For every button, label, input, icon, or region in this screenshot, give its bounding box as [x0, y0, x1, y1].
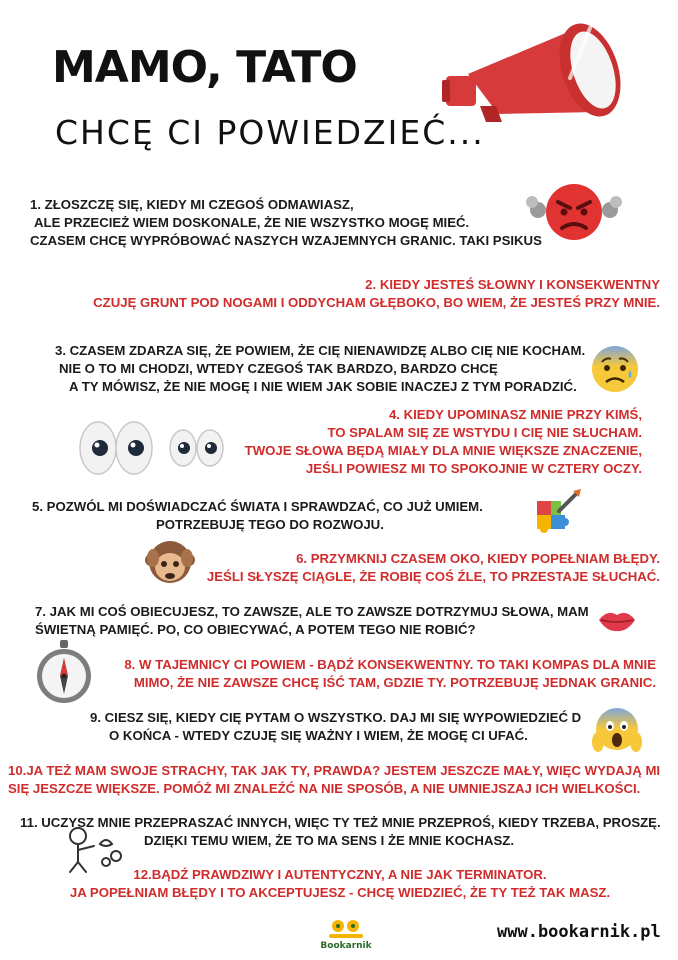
item-10 [8, 762, 660, 798]
item-4 [245, 406, 642, 478]
item-4-line-1: 4. KIEDY UPOMINASZ MNIE PRZY KIMŚ, [388, 407, 642, 422]
item-1-line-1: 1. ZŁOSZCZĘ SIĘ, KIEDY MI CZEGOŚ ODMAWIASZ, [30, 197, 354, 212]
megaphone-icon [440, 10, 640, 120]
item-6-line-2: JEŚLI SŁYSZĘ CIĄGLE, ŻE ROBIĘ COŚ ŹLE, TO PRZESTAJE SŁUCHAĆ. [206, 569, 660, 584]
page-subtitle: CHCĘ CI POWIEDZIEĆ... [55, 113, 485, 152]
footer-url: www.bookarnik.pl [497, 922, 661, 942]
screaming-face-icon [592, 706, 642, 756]
item-1 [30, 196, 542, 250]
item-5-line-1: 5. POZWÓL MI DOŚWIADCZAĆ ŚWIATA I SPRAWDZAĆ, CO JUŻ UMIEM. [32, 499, 483, 514]
item-9-line-1: 9. CIESZ SIĘ, KIEDY CIĘ PYTAM O WSZYSTKO. DAJ MI SIĘ WYPOWIEDZIEĆ D [90, 710, 582, 725]
item-1-line-3: CZASEM CHCĘ WYPRÓBOWAĆ NASZYCH WZAJEMNYCH GRANIC. TAKI PSIKUS [30, 233, 542, 248]
see-no-evil-monkey-icon [147, 534, 193, 588]
logo-text: Bookarnik [320, 941, 372, 951]
item-12 [60, 866, 620, 902]
item-2-line-2: CZUJĘ GRUNT POD NOGAMI I ODDYCHAM GŁĘBOKO, BO WIEM, ŻE JESTEŚ PRZY MNIE. [93, 295, 660, 310]
item-4-line-2: TO SPALAM SIĘ ZE WSTYDU I CIĘ NIE SŁUCHAM. [327, 425, 642, 440]
eyes-icon [76, 416, 226, 480]
item-5 [32, 498, 483, 534]
bookarnik-logo [320, 918, 372, 954]
item-7-line-2: ŚWIETNĄ PAMIĘĆ. PO, CO OBIECYWAĆ, A POTEM TEGO NIE ROBIĆ? [35, 622, 476, 637]
item-9 [90, 709, 581, 745]
item-2-line-1: 2. KIEDY JESTEŚ SŁOWNY I KONSEKWENTNY [365, 277, 660, 292]
item-6-line-1: 6. PRZYMKNIJ CZASEM OKO, KIEDY POPEŁNIAM BŁĘDY. [296, 551, 660, 566]
item-9-line-2: O KOŃCA - WTEDY CZUJĘ SIĘ WAŻNY I WIEM, ŻE MOGĘ CI UFAĆ. [109, 728, 528, 743]
lips-icon [597, 607, 637, 633]
anxious-face-icon [590, 344, 640, 394]
compass-icon [34, 640, 94, 706]
item-10-line-1: 10.JA TEŻ MAM SWOJE STRACHY, TAK JAK TY, PRAWDA? JESTEM JESZCZE MAŁY, WIĘC WYDAJĄ MI [8, 763, 661, 778]
item-10-line-2: SIĘ JESZCZE WIĘKSZE. POMÓŻ MI ZNALEŹĆ NA NIE SPOSÓB, A NIE UMNIEJSZAJ ICH WIELKOŚCI. [8, 781, 641, 796]
item-7-line-1: 7. JAK MI COŚ OBIECUJESZ, TO ZAWSZE, ALE TO ZAWSZE DOTRZYMUJ SŁOWA, MAM [35, 604, 589, 619]
item-8-line-2: MIMO, ŻE NIE ZAWSZE CHCĘ IŚĆ TAM, GDZIE TY. POTRZEBUJĘ JEDNAK GRANIC. [133, 675, 656, 690]
page-title: MAMO, TATO [52, 42, 357, 93]
item-2 [93, 276, 660, 312]
item-12-line-2: JA POPEŁNIAM BŁĘDY I TO AKCEPTUJESZ - CHCĘ WIEDZIEĆ, ŻE TY TEŻ TAK MASZ. [69, 885, 611, 900]
item-8 [124, 656, 656, 692]
item-4-line-4: JEŚLI POWIESZ MI TO SPOKOJNIE W CZTERY OCZY. [305, 461, 642, 476]
item-7 [35, 603, 589, 639]
item-8-line-1: 8. W TAJEMNICY CI POWIEM - BĄDŹ KONSEKWENTNY. TO TAKI KOMPAS DLA MNIE [124, 657, 656, 672]
puzzle-brain-icon [533, 487, 583, 539]
item-11-line-2: DZIĘKI TEMU WIEM, ŻE TO MA SENS I ŻE MNIE KOCHASZ. [144, 833, 514, 848]
item-3-line-1: 3. CZASEM ZDARZA SIĘ, ŻE POWIEM, ŻE CIĘ NIENAWIDZĘ ALBO CIĘ NIE KOCHAM. [55, 343, 586, 358]
angry-face-icon [526, 180, 622, 244]
item-12-line-1: 12.BĄDŹ PRAWDZIWY I AUTENTYCZNY, A NIE JAK TERMINATOR. [133, 867, 547, 882]
item-11-line-1: 11. UCZYSZ MNIE PRZEPRASZAĆ INNYCH, WIĘC TY TEŻ MNIE PRZEPROŚ, KIEDY TRZEBA, PROSZĘ. [20, 815, 661, 830]
item-3-line-2: NIE O TO MI CHODZI, WTEDY CZEGOŚ TAK BARDZO, BARDZO CHCĘ [59, 361, 498, 376]
item-3 [55, 342, 585, 396]
item-5-line-2: POTRZEBUJĘ TEGO DO ROZWOJU. [156, 517, 384, 532]
item-1-line-2: ALE PRZECIEŻ WIEM DOSKONALE, ŻE NIE WSZYSTKO MOGĘ MIEĆ. [34, 215, 470, 230]
item-6 [207, 550, 660, 586]
item-3-line-3: A TY MÓWISZ, ŻE NIE MOGĘ I NIE WIEM JAK SOBIE INACZEJ Z TYM PORADZIĆ. [69, 379, 577, 394]
item-4-line-3: TWOJE SŁOWA BĘDĄ MIAŁY DLA MNIE WIĘKSZE ZNACZENIE, [244, 443, 642, 458]
